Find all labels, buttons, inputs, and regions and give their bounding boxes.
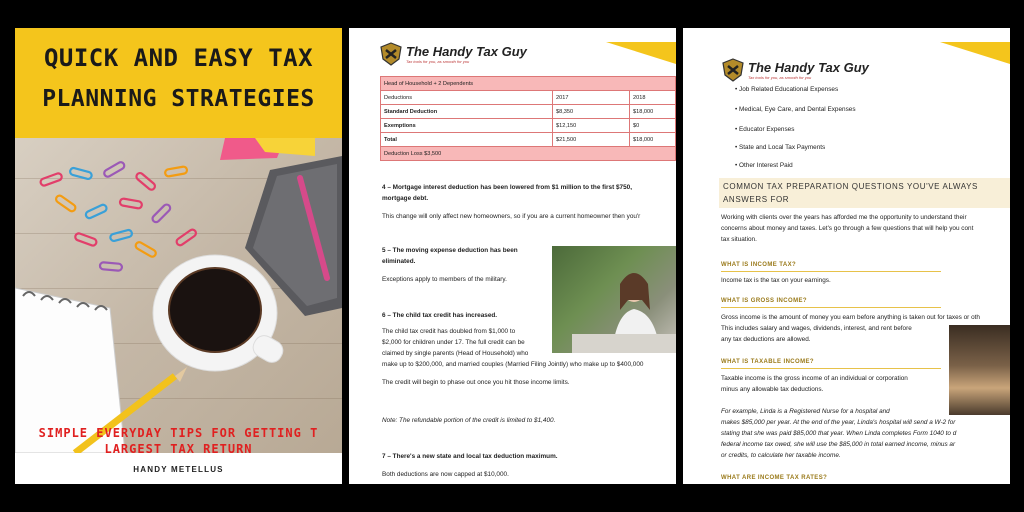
brand-name: The Handy Tax Guy <box>406 44 527 59</box>
divider <box>721 368 941 369</box>
shield-logo-icon <box>721 58 745 82</box>
corner-accent <box>940 42 1010 64</box>
shield-logo-icon <box>379 42 403 66</box>
table-caption: Head of Household + 2 Dependents <box>381 77 676 91</box>
table-header: Deductions <box>381 91 553 105</box>
ebook-cover <box>15 28 342 484</box>
item4-heading-2: mortgage debt. <box>382 195 429 202</box>
corner-accent <box>606 42 676 64</box>
example-line3: stating that she was paid $85,000 that year. When Linda completes Form 1040 to d <box>721 430 957 437</box>
table-cell: Standard Deduction <box>381 105 553 119</box>
q1-heading: WHAT IS INCOME TAX? <box>721 262 797 268</box>
a1-text: Income tax is the tax on your earnings. <box>721 277 831 284</box>
table-header: 2017 <box>553 91 630 105</box>
item6-body-5: The credit will begin to phase out once you hit those income limits. <box>382 379 570 386</box>
example-line5: or credits, to calculate her taxable income. <box>721 452 841 459</box>
table-header: 2018 <box>630 91 676 105</box>
a3-line2: minus any allowable tax deductions. <box>721 386 824 393</box>
brand-tagline: Tax tools for you, as smooth for you <box>406 59 470 64</box>
a2-line3: any tax deductions are allowed. <box>721 336 811 343</box>
item5-body: Exceptions apply to members of the military. <box>382 276 507 283</box>
q3-heading: WHAT IS TAXABLE INCOME? <box>721 359 814 365</box>
cover-title-line2: PLANNING STRATEGIES <box>42 86 315 112</box>
table-cell: $8,350 <box>553 105 630 119</box>
credit-note: Note: The refundable portion of the credit is limited to $1,400. <box>382 417 556 424</box>
divider <box>721 307 941 308</box>
table-cell: $18,000 <box>630 133 676 147</box>
paper-clips <box>40 161 198 271</box>
a3-line1: Taxable income is the gross income of an individual or corporation <box>721 375 908 382</box>
item5-heading-2: eliminated. <box>382 258 416 265</box>
item6-body-4: make up to $200,000, and married couples (Married Filing Jointly) who make up to $400,000 <box>382 361 644 368</box>
list-item: • Medical, Eye Care, and Dental Expenses <box>735 106 856 113</box>
a2-line2: This includes salary and wages, dividends, interest, and rent before <box>721 325 912 332</box>
office-photo <box>949 325 1010 415</box>
list-item: • Other Interest Paid <box>735 162 793 169</box>
cover-subtitle-line1: SIMPLE EVERYDAY TIPS FOR GETTING T <box>38 426 319 440</box>
coffee-cup <box>153 255 286 371</box>
item4-heading: 4 – Mortgage interest deduction has been lowered from $1 million to the first $750, <box>382 184 632 191</box>
woman-silhouette <box>552 246 676 353</box>
table-row <box>381 133 676 147</box>
woman-phone-photo <box>552 246 676 353</box>
divider <box>721 271 941 272</box>
item4-body: This change will only affect new homeowners, so if you are a current homeowner then you'r <box>382 213 641 220</box>
sample-page-3 <box>683 28 1010 484</box>
desk-illustration <box>15 138 342 453</box>
example-line2: makes $85,000 per year. At the end of the year, Linda's hospital will send a W-2 for <box>721 419 956 426</box>
table-cell: $18,000 <box>630 105 676 119</box>
cover-author: HANDY METELLUS <box>133 465 224 474</box>
brand-logo <box>379 42 527 66</box>
item7-heading: 7 – There's a new state and local tax deduction maximum. <box>382 453 558 460</box>
item7-body: Both deductions are now capped at $10,000. <box>382 471 509 478</box>
a2-line1: Gross income is the amount of money you earn before anything is taken out for taxes or oth <box>721 314 980 321</box>
sample-page-2 <box>349 28 676 484</box>
deduction-table <box>380 76 676 161</box>
item6-body-3: claimed by single parents (Head of Household) who <box>382 350 529 357</box>
item6-body-1: The child tax credit has doubled from $1,000 to <box>382 328 516 335</box>
table-cell: Total <box>381 133 553 147</box>
item5-heading: 5 – The moving expense deduction has been <box>382 247 518 254</box>
intro-line3: tax situation. <box>721 236 757 243</box>
desk-photo <box>15 138 342 453</box>
table-row <box>381 119 676 133</box>
brand-logo <box>721 58 869 82</box>
cover-title-line1: QUICK AND EASY TAX <box>43 44 314 72</box>
table-cell: Exemptions <box>381 119 553 133</box>
q2-heading: WHAT IS GROSS INCOME? <box>721 298 807 304</box>
list-item: • Job Related Educational Expenses <box>735 86 839 93</box>
table-footer: Deduction Loss $3,500 <box>381 147 676 161</box>
item6-body-2: $2,000 for children under 17. The full credit can be <box>382 339 525 346</box>
table-cell: $0 <box>630 119 676 133</box>
brand-name: The Handy Tax Guy <box>748 60 869 75</box>
intro-line2: concerns about money and taxes. Let's go through a few questions that will help you cont <box>721 225 974 232</box>
section-title-line2: ANSWERS FOR <box>723 195 790 204</box>
list-item: • State and Local Tax Payments <box>735 144 826 151</box>
example-line1: For example, Linda is a Registered Nurse for a hospital and <box>721 408 890 415</box>
cover-subtitle-line2: LARGEST TAX RETURN <box>104 442 253 456</box>
intro-line1: Working with clients over the years has afforded me the opportunity to understand their <box>721 214 967 221</box>
list-item: • Educator Expenses <box>735 126 795 133</box>
table-row <box>381 105 676 119</box>
table-cell: $12,150 <box>553 119 630 133</box>
item6-heading: 6 – The child tax credit has increased. <box>382 312 498 319</box>
section-title-line1: COMMON TAX PREPARATION QUESTIONS YOU'VE ALWAYS <box>723 182 978 191</box>
table-cell: $21,500 <box>553 133 630 147</box>
example-line4: federal income tax owed, she will use the $85,000 in total earned income, minus ar <box>721 441 956 448</box>
brand-tagline: Tax tools for you, as smooth for you <box>748 75 812 80</box>
q4-heading: WHAT ARE INCOME TAX RATES? <box>721 475 828 481</box>
